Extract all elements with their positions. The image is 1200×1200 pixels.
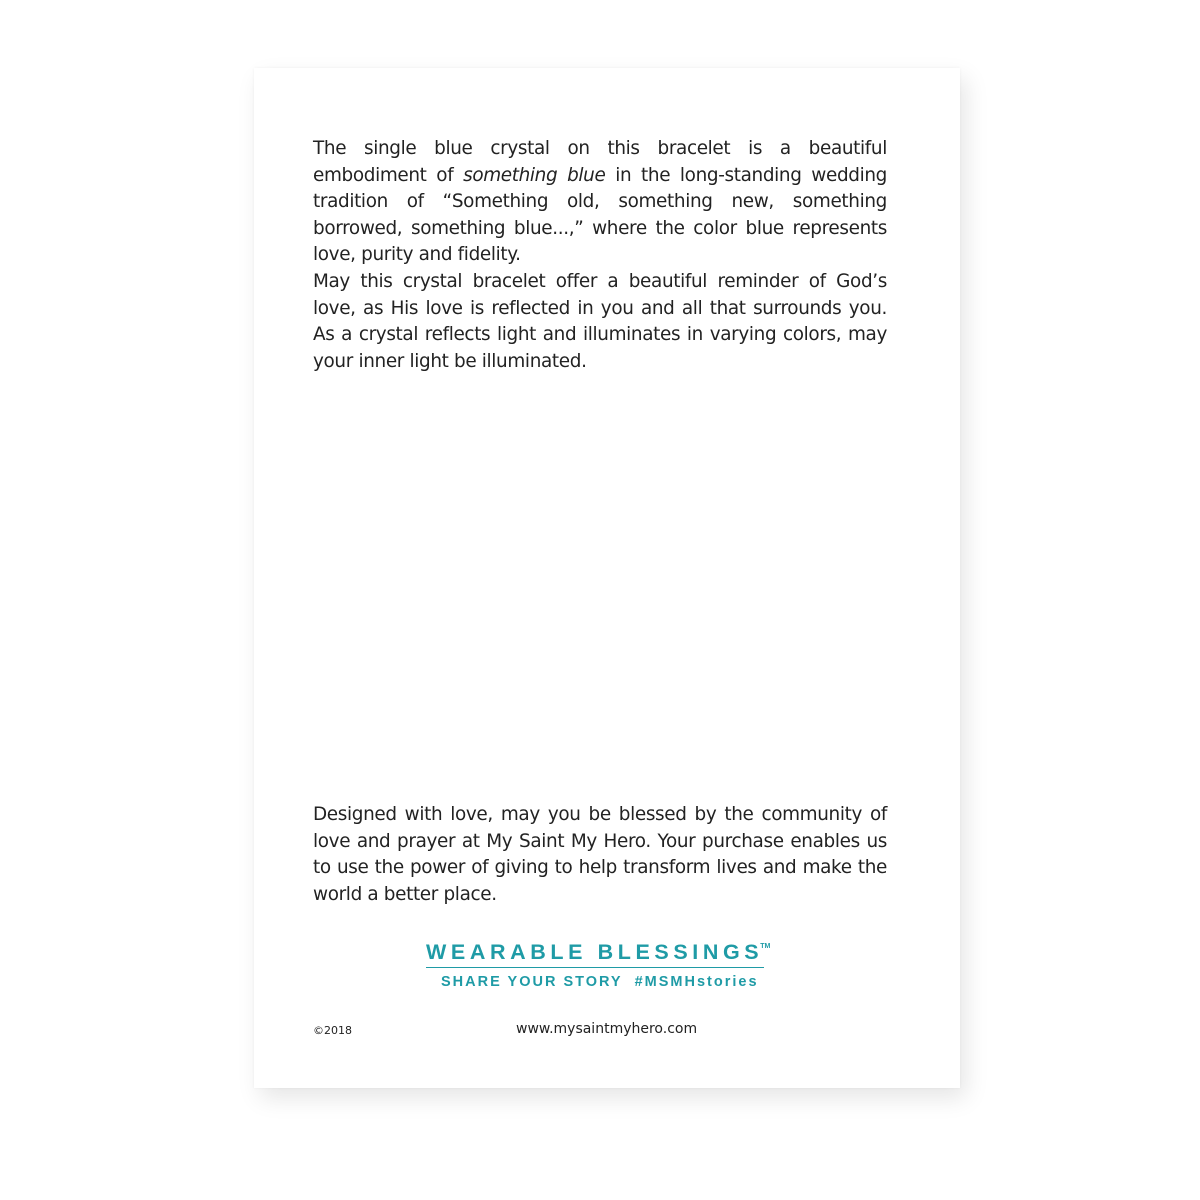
copyright-notice: ©2018	[313, 1024, 352, 1037]
brand-tagline	[424, 974, 770, 990]
brand-title	[424, 934, 770, 965]
paragraph-1-text-start: The single blue crystal on this bracelet is a beautiful embodiment of	[313, 138, 887, 186]
website-url: www.mysaintmyhero.com	[516, 1021, 698, 1037]
paragraph-something-blue	[313, 136, 887, 269]
brand-title-text: WEARABLE BLESSINGS	[426, 940, 764, 964]
brand-block	[424, 934, 770, 990]
tagline-text: SHARE YOUR STORY	[441, 974, 623, 990]
paragraph-designed-with-love: Designed with love, may you be blessed by the community of love and prayer at My Saint My Hero. Your purchase enables us to use the power of giving to help transform lives and make the world a better place.	[313, 804, 887, 905]
hashtag-text: #MSMHstories	[634, 974, 759, 990]
paragraph-gods-love: May this crystal bracelet offer a beautiful reminder of God’s love, as His love is reflected in you and all that surrounds you. As a crystal reflects light and illuminates in varying colors, may your inner light be illuminated.	[313, 271, 887, 372]
product-card	[254, 68, 960, 1088]
paragraph-1-text-end: in the long-standing wedding tradition of “Something old, something new, something borrowed, something blue...,” where the color blue represents love, purity and fidelity.	[313, 164, 887, 265]
trademark-symbol: TM	[760, 943, 771, 950]
paragraph-1-italic-text: something blue	[463, 164, 606, 186]
brand-divider	[426, 967, 764, 968]
